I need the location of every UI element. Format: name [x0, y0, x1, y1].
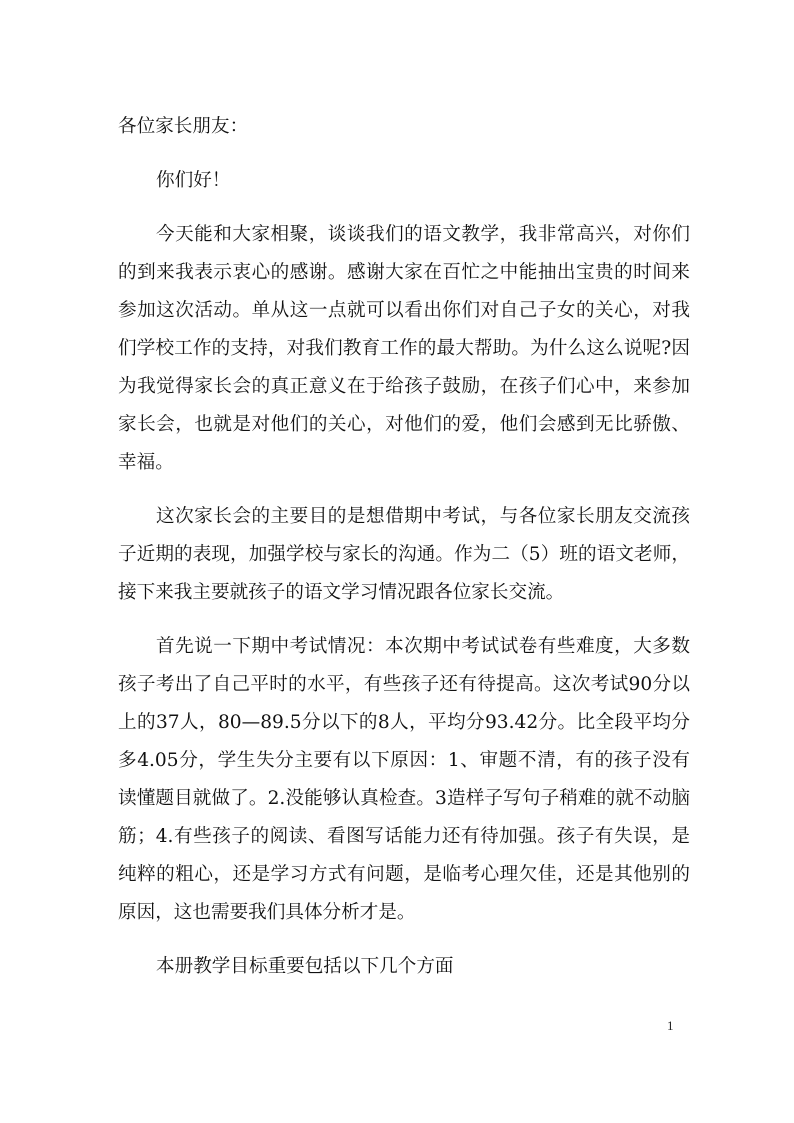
- greeting: 你们好！: [156, 170, 231, 191]
- paragraph-exam-results: 首先说一下期中考试情况：本次期中考试试卷有些难度，大多数孩子考出了自己平时的水平，有些孩子还有待提高。这次考试90分以上的37人，80—89.5分以下的8人，平均分93.42分。比全段平均分多4.05分，学生失分主要有以下原因：1、审题不清，有的孩子没有读懂题目就做了。2.没能够认真检查。3造样子写句子稍难的就不动脑筋；4.有些孩子的阅读、看图写话能力还有待加强。孩子有失误，是纯粹的粗心，还是学习方式有问题，是临考心理欠佳，还是其他别的原因，这也需要我们具体分析才是。: [118, 636, 690, 923]
- salutation: 各位家长朋友：: [118, 116, 249, 137]
- paragraph-gratitude: 今天能和大家相聚，谈谈我们的语文教学，我非常高兴，对你们的到来我表示衷心的感谢。感谢大家在百忙之中能抽出宝贵的时间来参加这次活动。单从这一点就可以看出你们对自己子女的关心，对我们学校工作的支持，对我们教育工作的最大帮助。为什么这么说呢?因为我觉得家长会的真正意义在于给孩子鼓励，在孩子们心中，来参加家长会，也就是对他们的关心，对他们的爱，他们会感到无比骄傲、幸福。: [118, 224, 690, 473]
- letter-body: [118, 108, 690, 986]
- page-number: 1: [667, 1018, 674, 1033]
- paragraph-meeting-purpose: 这次家长会的主要目的是想借期中考试，与各位家长朋友交流孩子近期的表现，加强学校与家长的沟通。作为二（5）班的语文老师，接下来我主要就孩子的语文学习情况跟各位家长交流。: [118, 506, 690, 603]
- paragraph-teaching-goals: 本册教学目标重要包括以下几个方面: [156, 956, 454, 977]
